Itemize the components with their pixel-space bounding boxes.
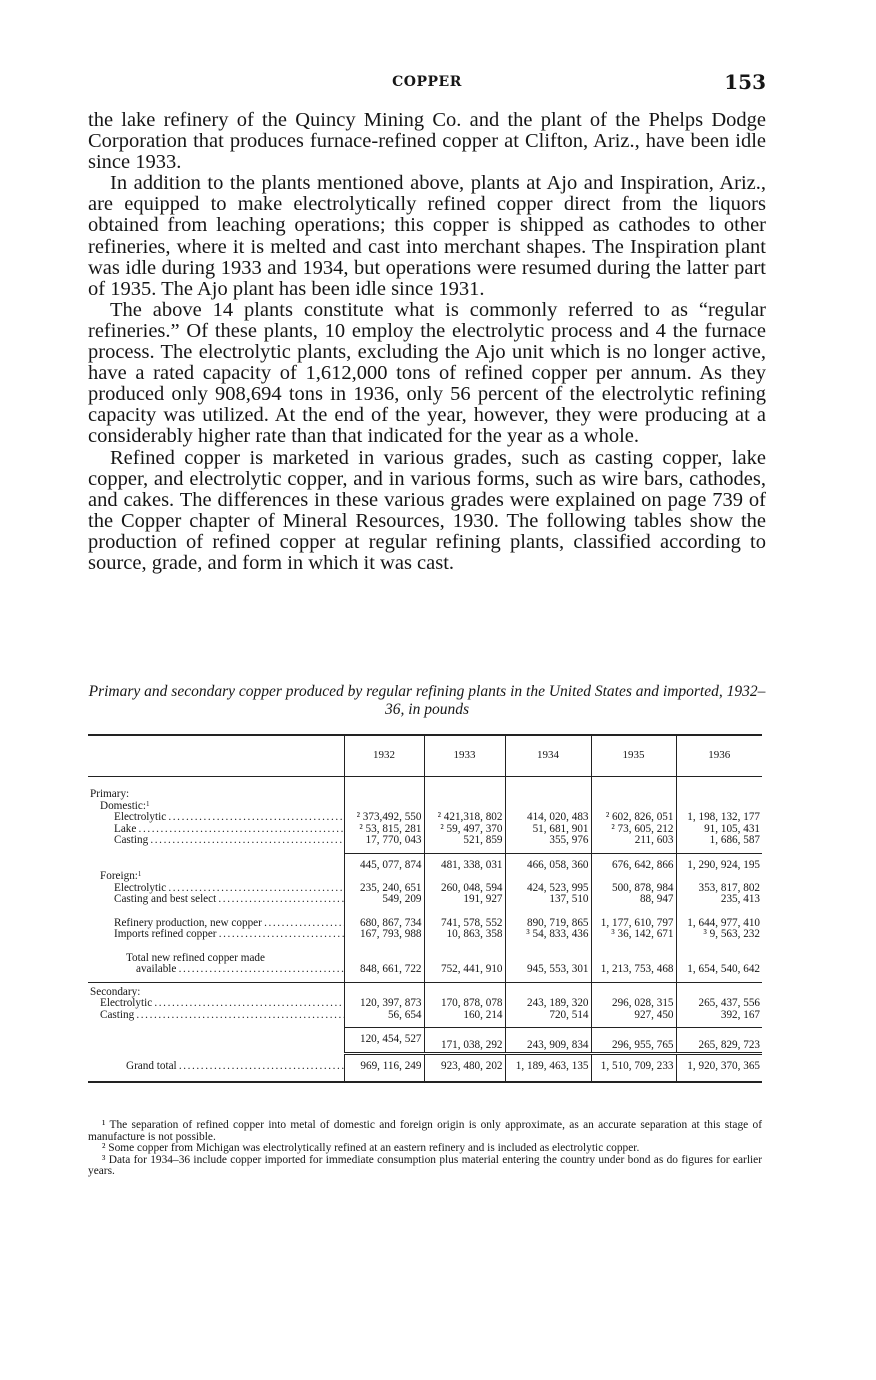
table-cell: 1, 920, 370, 365 <box>676 1053 762 1082</box>
paragraph: the lake refinery of the Quincy Mining Co. and the plant of the Phelps Dodge Corporation that produces furnace-refined copper at Clifton, Ariz., have been idle since 1933. <box>88 109 766 174</box>
table-cell: ² 59, 497, 370 <box>424 824 505 836</box>
row-label: available . . . <box>88 964 344 976</box>
table-cell: 120, 397, 873 <box>344 998 424 1010</box>
row-label: Imports refined copper . . . <box>88 929 344 941</box>
body-text <box>88 110 766 574</box>
row-label: Electrolytic . . . <box>88 883 344 895</box>
table-cell: ² 421,318, 802 <box>424 812 505 824</box>
table-cell: 235, 413 <box>676 894 762 906</box>
table-row <box>88 835 762 847</box>
table-cell: ² 602, 826, 051 <box>591 812 676 824</box>
row-label: Secondary: <box>90 985 141 998</box>
table-cell: 211, 603 <box>591 835 676 847</box>
table-cell: 923, 480, 202 <box>424 1053 505 1082</box>
copper-production-table <box>88 734 762 1083</box>
table-cell: 1, 654, 540, 642 <box>676 964 762 976</box>
paragraph: The above 14 plants constitute what is commonly referred to as “regular refineries.” Of these plants, 10 employ the electrolytic process and 4 the furnace process. The electrolytic plants, excluding the Ajo unit which is no longer active, have a rated capacity of 1,612,000 tons of refined copper per annum. As they produced only 908,694 tons in 1936, only 56 percent of the electrolytic refining capacity was utilized. At the end of the year, however, they were producing at a considerably higher rate than that indicated for the year as a whole. <box>88 298 766 448</box>
column-header: 1932 <box>344 735 424 777</box>
table-cell: 500, 878, 984 <box>591 883 676 895</box>
table-cell: 752, 441, 910 <box>424 964 505 976</box>
table-cell: 355, 976 <box>505 835 591 847</box>
table-cell: 265, 829, 723 <box>676 1028 762 1054</box>
table-cell: ² 373,492, 550 <box>344 812 424 824</box>
table-row <box>88 1010 762 1022</box>
table-cell: 10, 863, 358 <box>424 929 505 941</box>
column-header: 1935 <box>591 735 676 777</box>
table-cell: 260, 048, 594 <box>424 883 505 895</box>
table-cell: 56, 654 <box>344 1010 424 1022</box>
row-label: Grand total . . . <box>88 1053 344 1082</box>
table-cell: 466, 058, 360 <box>505 853 591 871</box>
column-header: 1933 <box>424 735 505 777</box>
table-cell: 296, 028, 315 <box>591 998 676 1010</box>
row-label: Total new refined copper made <box>126 952 265 964</box>
table-cell: 17, 770, 043 <box>344 835 424 847</box>
column-header: 1936 <box>676 735 762 777</box>
table-cell: 521, 859 <box>424 835 505 847</box>
table-row <box>88 929 762 941</box>
table-cell: 1, 644, 977, 410 <box>676 918 762 930</box>
table-cell: 969, 116, 249 <box>344 1053 424 1082</box>
footnotes <box>88 1120 762 1178</box>
column-header: 1934 <box>505 735 591 777</box>
table-cell: 424, 523, 995 <box>505 883 591 895</box>
row-label: Casting . . . <box>88 1010 344 1022</box>
table-row <box>88 894 762 906</box>
table-row <box>88 998 762 1010</box>
row-label: Electrolytic . . . <box>88 812 344 824</box>
table-cell: 392, 167 <box>676 1010 762 1022</box>
table-row <box>88 789 762 801</box>
table-cell: ² 53, 815, 281 <box>344 824 424 836</box>
table-cell: 191, 927 <box>424 894 505 906</box>
footnote: ³ Data for 1934–36 include copper imported for immediate consumption plus material entering the country under bond as do figures for earlier years. <box>88 1153 762 1178</box>
table-cell: 235, 240, 651 <box>344 883 424 895</box>
table-cell: 445, 077, 874 <box>344 853 424 871</box>
page-number: 153 <box>724 70 766 94</box>
table-cell: 160, 214 <box>424 1010 505 1022</box>
table-cell: 549, 209 <box>344 894 424 906</box>
page-header <box>88 70 766 100</box>
table-cell: 1, 177, 610, 797 <box>591 918 676 930</box>
table-cell: 167, 793, 988 <box>344 929 424 941</box>
row-label: Refinery production, new copper . . . <box>88 918 344 930</box>
table-cell: 353, 817, 802 <box>676 883 762 895</box>
table-header-row <box>88 735 762 777</box>
row-label: Casting and best select . . . <box>88 894 344 906</box>
table-cell: 1, 686, 587 <box>676 835 762 847</box>
table-cell: 265, 437, 556 <box>676 998 762 1010</box>
table-cell: 88, 947 <box>591 894 676 906</box>
row-label: Primary: <box>90 789 130 800</box>
table-caption: Primary and secondary copper produced by regular refining plants in the United States and imported, 1932–36, in pounds <box>88 683 766 718</box>
row-label: Casting . . . <box>88 835 344 847</box>
table-cell: 1, 198, 132, 177 <box>676 812 762 824</box>
table-cell: 91, 105, 431 <box>676 824 762 836</box>
table-row <box>88 871 762 883</box>
table-cell: 848, 661, 722 <box>344 964 424 976</box>
footnote: ¹ The separation of refined copper into metal of domestic and foreign origin is only approximate, as an accurate separation at this stage of manufacture is not possible. <box>88 1119 762 1143</box>
table-cell: 1, 189, 463, 135 <box>505 1053 591 1082</box>
table-cell: 1, 510, 709, 233 <box>591 1053 676 1082</box>
table-cell: 51, 681, 901 <box>505 824 591 836</box>
table-cell: 171, 038, 292 <box>424 1028 505 1054</box>
paragraph: In addition to the plants mentioned above, plants at Ajo and Inspiration, Ariz., are equipped to make electrolytically refined copper direct from the liquors obtained from leaching operations; this copper is shipped as cathodes to other refineries, where it is melted and cast into merchant shapes. The Inspiration plant was idle during 1933 and 1934, but operations were resumed during the latter part of 1935. The Ajo plant has been idle since 1931. <box>88 172 766 300</box>
running-title: COPPER <box>392 74 462 90</box>
table-row <box>88 812 762 824</box>
table-cell: 890, 719, 865 <box>505 918 591 930</box>
row-label: Lake . . . <box>88 824 344 836</box>
row-label: Foreign:$^1$ <box>100 871 142 882</box>
table-cell: ³ 9, 563, 232 <box>676 929 762 941</box>
table-cell: 414, 020, 483 <box>505 812 591 824</box>
table-cell: 676, 642, 866 <box>591 853 676 871</box>
footnote: ² Some copper from Michigan was electrolytically refined at an eastern refinery and is included as electrolytic copper. <box>102 1142 640 1155</box>
table-cell: 296, 955, 765 <box>591 1028 676 1054</box>
grand-total-row <box>88 1053 762 1082</box>
table-cell: ² 73, 605, 212 <box>591 824 676 836</box>
table-cell: 720, 514 <box>505 1010 591 1022</box>
table-cell: ³ 54, 833, 436 <box>505 929 591 941</box>
table-cell: 120, 454, 527 <box>344 1028 424 1054</box>
table-row <box>88 982 762 998</box>
paragraph: Refined copper is marketed in various grades, such as casting copper, lake copper, and electrolytic copper, and in various forms, such as wire bars, cathodes, and cakes. The differences in these various grades were explained on page 739 of the Copper chapter of Mineral Resources, 1930. The following tables show the production of refined copper at regular refining plants, classified according to source, grade, and form in which it was cast. <box>88 446 766 574</box>
header-stub <box>88 735 344 777</box>
total-row <box>88 964 762 976</box>
table-cell: 137, 510 <box>505 894 591 906</box>
table-cell: 1, 213, 753, 468 <box>591 964 676 976</box>
table-cell: 481, 338, 031 <box>424 853 505 871</box>
table-cell: 680, 867, 734 <box>344 918 424 930</box>
table-cell: 741, 578, 552 <box>424 918 505 930</box>
table-cell: 945, 553, 301 <box>505 964 591 976</box>
subtotal-row <box>88 853 762 871</box>
table-cell: 927, 450 <box>591 1010 676 1022</box>
row-label: Domestic:$^1$ <box>100 800 150 812</box>
table-cell: 170, 878, 078 <box>424 998 505 1010</box>
table-cell: 243, 189, 320 <box>505 998 591 1010</box>
table-cell: ³ 36, 142, 671 <box>591 929 676 941</box>
table-cell: 1, 290, 924, 195 <box>676 853 762 871</box>
row-label: Electrolytic . . . <box>88 998 344 1010</box>
subtotal-row <box>88 1028 762 1054</box>
table-cell: 243, 909, 834 <box>505 1028 591 1054</box>
